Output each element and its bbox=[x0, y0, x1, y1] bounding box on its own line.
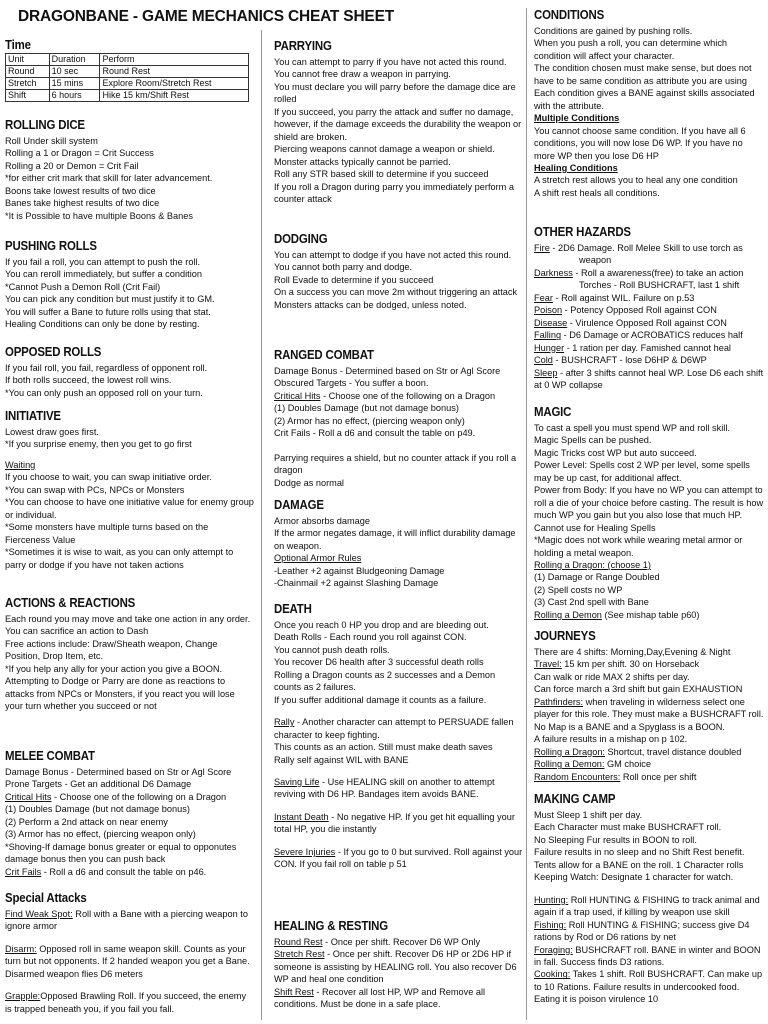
section-dodging: DODGING You can attempt to dodge if you have not acted this round. You cannot both parry and dodge. Roll Evade to determine if you succeed On a success you can move 2m without triggering an attack Monsters attacks can be dodged, unless noted. bbox=[274, 231, 518, 310]
section-heading: PUSHING ROLLS bbox=[5, 238, 97, 253]
section-rolling-dice: ROLLING DICE Roll Under skill system Rolling a 1 or Dragon = Crit Success Rolling a 20 or Demon = Crit Fail *for either crit mark that skill for later advancement. Boons take lowest results of two dice Banes take highest results of two dice *It is Possible to have multiple Boons & Banes bbox=[5, 117, 255, 222]
section-pushing-rolls: PUSHING ROLLS If you fail a roll, you can attempt to push the roll. You can reroll immediately, but suffer a condition *Cannot Push a Demon Roll (Crit Fail) You can pick any condition but must justify it to GM. You will suffer a Bane to future rolls using that stat. Healing Conditions can only be done by resting. bbox=[5, 238, 255, 331]
section-ranged-combat: RANGED COMBAT Damage Bonus - Determined based on Str or Agl Score Obscured Targets - You suffer a boon. Critical Hits - Choose one of the following on a Dragon (1) Doubles Damage (but not damage bonus) (2) Armor has no effect, (piercing weapon only) Crit Fails - Roll a d6 and consult the table on p49. Parrying requires a shield, but no counter attack if you roll a dragon Dodge as normal bbox=[274, 347, 517, 488]
section-heading: MAGIC bbox=[534, 404, 572, 419]
section-actions: ACTIONS & REACTIONS Each round you may move and take one action in any order. You can sacrifice an action to Dash Free actions include: Draw/Sheath weapon, Change Position, Drop Item, etc. *If you help any ally for your action you give a BOON. Attempting to Dodge or Parry are done as reactions to attacks from NPCs or Monsters, if you react you will lose your turn whether you succeed or not bbox=[5, 595, 251, 712]
section-parrying: PARRYING You can attempt to parry if you have not acted this round. You cannot free draw a weapon in parrying. You must declare you will parry before the damage dice are rolled If you succeed, you parry the attack and suffer no damage, however, if the damage exceeds the durability the weapon or shield are broken. Piercing weapons cannot damage a weapon or shield. Monster attacks typically cannot be parried. Roll any STR based skill to determine if you succeed If you roll a Dragon during parry you immediately perform a counter attack bbox=[274, 38, 522, 204]
section-heading: JOURNEYS bbox=[534, 628, 596, 643]
column-divider bbox=[261, 30, 262, 1020]
table-row: Stretch 15 mins Explore Room/Stretch Rest bbox=[6, 78, 249, 90]
section-heading: ACTIONS & REACTIONS bbox=[5, 595, 136, 610]
table-row: Unit Duration Perform bbox=[6, 54, 249, 66]
time-table bbox=[5, 53, 249, 102]
section-magic: MAGIC To cast a spell you must spend WP and roll skill. Magic Spells can be pushed. Magic Tricks cost WP but auto succeed. Power Level: Spells cost 2 WP per level, some spells may be up cast, for additional affect. Power from Body: If you have no WP you can attempt to roll a die of your choice before casting. The result is how much WP you gain but you also lose that much HP. Cannot use for Healing Spells *Magic does not work while wearing metal armor or holding a metal weapon. Rolling a Dragon: (choose 1) (1) Damage or Range Doubled (2) Spell costs no WP (3) Cast 2nd spell with Bane Rolling a Demon (See mishap table p60) bbox=[534, 404, 764, 620]
section-initiative: INITIATIVE Lowest draw goes first. *If you surprise enemy, then you get to go first Waiting If you choose to wait, you can swap initiative order. *You can swap with PCs, NPCs or Monsters *You can choose to have one initiative value for enemy group or individual. *Some monsters have multiple turns based on the Fierceness Value *Sometimes it is wise to wait, as you can only attempt to parry or dodge if you have not taken actions bbox=[5, 408, 254, 570]
section-heading: CONDITIONS bbox=[534, 7, 605, 22]
section-other-hazards: OTHER HAZARDS Fire - 2D6 Damage. Roll Melee Skill to use torch as weapon Darkness - Roll a awareness(free) to take an action Torches - Roll BUSHCRAFT, last 1 shift Fear - Roll against WIL. Failure on p.53 Poison - Potency Opposed Roll against CON Disease - Virulence Opposed Roll against CON Falling - D6 Damage or ACROBATICS reduces half Hunger - 1 ration per day. Famished cannot heal Cold - BUSHCRAFT - lose D6HP & D6WP Sleep - after 3 shifts cannot heal WP. Lose D6 each shift at 0 WP collapse bbox=[534, 224, 764, 390]
section-healing-resting: HEALING & RESTING Round Rest - Once per shift. Recover D6 WP Only Stretch Rest - Once per shift. Recover D6 HP or 2D6 HP if someone is assisting by HEALING roll. You also recover D6 WP and heal one condition Shift Rest - Recover all lost HP, WP and Remove all conditions. Must be done in a safe place. bbox=[274, 918, 517, 1010]
section-death: DEATH Once you reach 0 HP you drop and are bleeding out. Death Rolls - Each round you roll against CON. You cannot push death rolls. You recover D6 health after 3 successful death rolls Rolling a Dragon counts as 2 successes and a Demon counts as 2 failures. If you suffer additional damage it counts as a failure. Rally - Another character can attempt to PERSUADE fallen character to keep fighting. This counts as an action. Still must make death saves Rally self against WIL with BANE Saving Life - Use HEALING skill on another to attempt reviving with D6 HP. Bandages item avoids BANE. Instant Death - No negative HP. If you get hit equalling your total HP, you die instantly Severe Injuries - If you go to 0 but survived. Roll against your CON. If you fail roll on table p 51 bbox=[274, 601, 523, 870]
section-heading: HEALING & RESTING bbox=[274, 918, 388, 933]
section-opposed-rolls: OPPOSED ROLLS If you fail roll, you fail, regardless of opponent roll. If both rolls succeed, the lowest roll wins. *You can only push an opposed roll on your turn. bbox=[5, 344, 255, 399]
section-damage: DAMAGE Armor absorbs damage If the armor negates damage, it will inflict durability damage on weapon. Optional Armor Rules -Leather +2 against Bludgeoning Damage -Chainmail +2 against Slashing Damage bbox=[274, 497, 516, 589]
section-heading: INITIATIVE bbox=[5, 408, 61, 423]
section-heading: ROLLING DICE bbox=[5, 117, 85, 132]
page-title: DRAGONBANE - GAME MECHANICS CHEAT SHEET bbox=[18, 8, 394, 25]
section-special-attacks: Special Attacks Find Weak Spot: Roll with a Bane with a piercing weapon to ignore armor Disarm: Opposed roll in same weapon skill. Counts as your turn but not opponents. If 2 handed weapon you get a Bane. Disarmed weapon flies D6 meters Grapple:Opposed Brawling Roll. If you succeed, the enemy is trapped beneath you, if you fail you fall. bbox=[5, 890, 250, 1014]
table-row: Round 10 sec Round Rest bbox=[6, 66, 249, 78]
table-row: Shift 6 hours Hike 15 km/Shift Rest bbox=[6, 90, 249, 102]
section-heading: MELEE COMBAT bbox=[5, 748, 95, 763]
section-conditions: CONDITIONS Conditions are gained by pushing rolls. When you push a roll, you can determine which condition will affect your character. The condition chosen must make sense, but does not have to be same condition as attribute you are using Each condition gives a BANE against skills associated with the attribute. Multiple Conditions You cannot choose same condition. If you have all 6 conditions, you will now lose D6 WP. If you have no more WP then you lose D6 HP Healing Conditions A stretch rest allows you to heal any one condition A shift rest heals all conditions. bbox=[534, 7, 755, 198]
section-heading: DEATH bbox=[274, 601, 312, 616]
section-heading: MAKING CAMP bbox=[534, 791, 616, 806]
section-heading-time: Time bbox=[5, 37, 31, 52]
column-divider bbox=[526, 8, 527, 1020]
section-heading: Special Attacks bbox=[5, 890, 87, 905]
section-making-camp: MAKING CAMP Must Sleep 1 shift per day. Each Character must make BUSHCRAFT roll. No Sleeping Fur results in BOON to roll. Failure results in no sleep and no Shift Rest benefit. Tents allow for a BANE on the roll. 1 Character rolls Keeping Watch: Designate 1 character for watch. Hunting: Roll HUNTING & FISHING to track animal and again if a trap used, if killing by weapon use skill Fishing: Roll HUNTING & FISHING; success give D4 rations by Rod or D6 rations by net Foraging: BUSHCRAFT roll. BANE in winter and BOON in fall. Success finds D3 rations. Cooking: Takes 1 shift. Roll BUSHCRAFT. Can make up to 10 Rations. Failure results in undercooked food. Eating it is poison virulence 10 bbox=[534, 791, 763, 1005]
section-melee-combat: MELEE COMBAT Damage Bonus - Determined based on Str or Agl Score Prone Targets - Get an additional D6 Damage Critical Hits - Choose one of the following on a Dragon (1) Doubles Damage (but not damage bonus) (2) Perform a 2nd attack on near enemy (3) Armor has no effect, (piercing weapon only) *Shoving-If damage bonus greater or equal to opponutes damage bonus then you can push back Crit Fails - Roll a d6 and consult the table on p46. bbox=[5, 748, 237, 877]
section-heading: DODGING bbox=[274, 231, 328, 246]
section-heading: PARRYING bbox=[274, 38, 332, 53]
section-heading: OPPOSED ROLLS bbox=[5, 344, 102, 359]
section-heading: OTHER HAZARDS bbox=[534, 224, 631, 239]
section-heading: DAMAGE bbox=[274, 497, 324, 512]
section-heading: RANGED COMBAT bbox=[274, 347, 374, 362]
section-journeys: JOURNEYS There are 4 shifts: Morning,Day,Evening & Night Travel: 15 km per shift. 30 on Horseback Can walk or ride MAX 2 shifts per day. Can force march a 3rd shift but gain EXHAUSTION Pathfinders: when traveling in wilderness select one player for this role. They must make a BUSHCRAFT roll. No Map is a BANE and a Spyglass is a BOON. A failure results in a mishap on p 102. Rolling a Dragon: Shortcut, travel distance doubled Rolling a Demon: GM choice Random Encounters: Roll once per shift bbox=[534, 628, 764, 782]
